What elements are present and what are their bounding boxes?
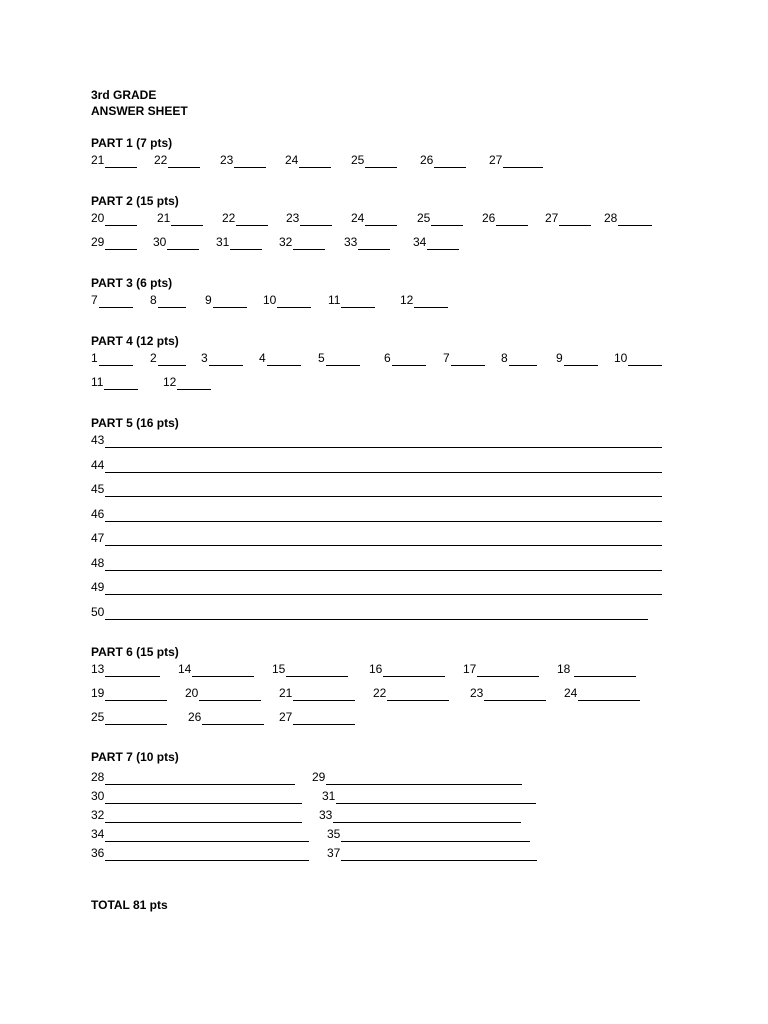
part3-row — [91, 292, 691, 308]
part5-row-48: 48 — [91, 546, 691, 571]
part3-heading: PART 3 (6 pts) — [91, 276, 173, 290]
part4-item-7[interactable]: 7 — [443, 350, 501, 366]
part5-row-47: 47 — [91, 522, 691, 547]
part2-heading: PART 2 (15 pts) — [91, 194, 179, 208]
answer-blank[interactable] — [341, 295, 375, 308]
part4-item-4[interactable]: 4 — [259, 350, 318, 366]
answer-line[interactable] — [105, 435, 662, 448]
answer-blank[interactable] — [509, 353, 537, 366]
answer-blank[interactable] — [105, 155, 137, 168]
answer-line[interactable] — [105, 484, 662, 497]
answer-blank[interactable] — [158, 353, 186, 366]
answer-blank[interactable] — [167, 237, 199, 250]
part3-item-11[interactable]: 11 — [328, 292, 400, 308]
part2-item-22[interactable]: 22 — [222, 210, 286, 226]
part1-item-27[interactable]: 27 — [489, 152, 543, 168]
part1-heading: PART 1 (7 pts) — [91, 136, 173, 150]
answer-blank[interactable] — [105, 237, 137, 250]
part2-item-28[interactable]: 28 — [604, 210, 652, 226]
part2-item-29[interactable]: 29 — [91, 234, 153, 250]
answer-blank[interactable] — [365, 213, 397, 226]
part5-row-49: 49 — [91, 571, 691, 596]
part1-item-24[interactable]: 24 — [285, 152, 351, 168]
part5-row-43: 43 — [91, 432, 691, 448]
part7-item-30[interactable]: 30 — [91, 788, 322, 804]
grade-heading: 3rd GRADE — [91, 88, 157, 102]
answer-blank[interactable] — [477, 664, 539, 677]
part7-item-31[interactable]: 31 — [322, 788, 536, 804]
part6-heading: PART 6 (15 pts) — [91, 644, 179, 659]
part7-item-33[interactable]: 33 — [319, 807, 521, 823]
answer-blank[interactable] — [299, 155, 331, 168]
answer-blank[interactable] — [451, 353, 485, 366]
part6-item-25[interactable]: 25 — [91, 709, 188, 725]
part2-item-20[interactable]: 20 — [91, 210, 157, 226]
answer-blank[interactable] — [387, 688, 449, 701]
answer-blank[interactable] — [209, 353, 243, 366]
answer-blank[interactable] — [564, 353, 598, 366]
answer-blank[interactable] — [99, 353, 133, 366]
answer-blank[interactable] — [105, 712, 167, 725]
part5-row-45: 45 — [91, 473, 691, 498]
part6-item-26[interactable]: 26 — [188, 709, 279, 725]
answer-blank[interactable] — [199, 688, 261, 701]
part1-item-25[interactable]: 25 — [351, 152, 420, 168]
part1-item-22[interactable]: 22 — [154, 152, 220, 168]
part2-item-32[interactable]: 32 — [279, 234, 344, 250]
answer-blank[interactable] — [158, 295, 186, 308]
answer-blank[interactable] — [326, 353, 360, 366]
part7-row-2 — [91, 785, 691, 804]
part4-row-2 — [91, 374, 691, 390]
answer-blank[interactable] — [427, 237, 459, 250]
part4-item-1[interactable]: 1 — [91, 350, 150, 366]
part7-item-35[interactable]: 35 — [327, 826, 530, 842]
part5-row-44: 44 — [91, 448, 691, 473]
answer-blank[interactable] — [503, 155, 543, 168]
answer-blank[interactable] — [286, 664, 348, 677]
part4-item-3[interactable]: 3 — [201, 350, 259, 366]
answer-blank[interactable] — [333, 810, 521, 823]
answer-blank[interactable] — [267, 353, 301, 366]
answer-sheet-heading: ANSWER SHEET — [91, 104, 188, 118]
answer-blank[interactable] — [105, 810, 302, 823]
answer-blank[interactable] — [578, 688, 640, 701]
answer-blank[interactable] — [105, 829, 309, 842]
answer-blank[interactable] — [192, 664, 254, 677]
answer-blank[interactable] — [358, 237, 390, 250]
answer-blank[interactable] — [574, 664, 636, 677]
answer-blank[interactable] — [277, 295, 311, 308]
answer-line[interactable] — [105, 533, 662, 546]
part2-item-27[interactable]: 27 — [545, 210, 604, 226]
part7-heading: PART 7 (10 pts) — [91, 749, 179, 764]
answer-blank[interactable] — [168, 155, 200, 168]
answer-line[interactable] — [105, 460, 662, 473]
answer-blank[interactable] — [105, 848, 309, 861]
answer-blank[interactable] — [300, 213, 332, 226]
answer-line[interactable] — [105, 607, 648, 620]
answer-blank[interactable] — [383, 664, 445, 677]
part3-item-9[interactable]: 9 — [205, 292, 263, 308]
answer-blank[interactable] — [484, 688, 546, 701]
answer-blank[interactable] — [392, 353, 426, 366]
answer-blank[interactable] — [559, 213, 591, 226]
answer-blank[interactable] — [365, 155, 397, 168]
part2-item-26[interactable]: 26 — [482, 210, 545, 226]
part6-item-23[interactable]: 23 — [470, 685, 564, 701]
part2-row-2 — [91, 234, 691, 250]
part4-item-6[interactable]: 6 — [384, 350, 443, 366]
part6-item-24[interactable]: 24 — [564, 685, 640, 701]
part5-row-46: 46 — [91, 497, 691, 522]
answer-blank[interactable] — [414, 295, 448, 308]
answer-blank[interactable] — [326, 772, 522, 785]
part6-item-22[interactable]: 22 — [373, 685, 470, 701]
part7-row-3 — [91, 804, 691, 823]
part6-item-18[interactable]: 18 — [557, 661, 636, 677]
part2-item-33[interactable]: 33 — [344, 234, 413, 250]
answer-blank[interactable] — [104, 377, 138, 390]
answer-blank[interactable] — [341, 848, 537, 861]
part7-item-32[interactable]: 32 — [91, 807, 319, 823]
answer-blank[interactable] — [434, 155, 466, 168]
answer-blank[interactable] — [213, 295, 247, 308]
part6-item-13[interactable]: 13 — [91, 661, 178, 677]
answer-blank[interactable] — [341, 829, 530, 842]
answer-blank[interactable] — [171, 213, 203, 226]
answer-blank[interactable] — [99, 295, 133, 308]
part4-row-1 — [91, 350, 691, 366]
part4-item-10[interactable]: 10 — [614, 350, 662, 366]
part6-row-2 — [91, 685, 691, 701]
part7-item-28[interactable]: 28 — [91, 769, 312, 785]
part2-row-1 — [91, 210, 691, 226]
part2-item-21[interactable]: 21 — [157, 210, 222, 226]
part2-item-30[interactable]: 30 — [153, 234, 216, 250]
answer-line[interactable] — [105, 509, 662, 522]
answer-blank[interactable] — [105, 791, 302, 804]
part4-heading: PART 4 (12 pts) — [91, 334, 179, 348]
total-points: TOTAL 81 pts — [91, 897, 168, 912]
part3-item-7[interactable]: 7 — [91, 292, 150, 308]
answer-blank[interactable] — [618, 213, 652, 226]
part6-item-15[interactable]: 15 — [272, 661, 369, 677]
answer-blank[interactable] — [105, 664, 160, 677]
answer-blank[interactable] — [202, 712, 264, 725]
part6-item-17[interactable]: 17 — [463, 661, 557, 677]
part4-item-11[interactable]: 11 — [91, 374, 163, 390]
part7-item-34[interactable]: 34 — [91, 826, 327, 842]
part2-item-23[interactable]: 23 — [286, 210, 351, 226]
answer-blank[interactable] — [336, 791, 536, 804]
part3-item-8[interactable]: 8 — [150, 292, 205, 308]
answer-blank[interactable] — [105, 688, 167, 701]
part6-row-3 — [91, 709, 691, 725]
part4-item-12[interactable]: 12 — [163, 374, 211, 390]
part2-item-24[interactable]: 24 — [351, 210, 417, 226]
part6-item-21[interactable]: 21 — [279, 685, 373, 701]
part4-item-8[interactable]: 8 — [501, 350, 556, 366]
answer-blank[interactable] — [177, 377, 211, 390]
part6-item-20[interactable]: 20 — [185, 685, 279, 701]
part6-row-1 — [91, 661, 691, 677]
answer-sheet-content — [91, 87, 691, 913]
part6-item-27[interactable]: 27 — [279, 709, 355, 725]
part2-item-31[interactable]: 31 — [216, 234, 279, 250]
part1-item-23[interactable]: 23 — [220, 152, 285, 168]
part7-item-36[interactable]: 36 — [91, 845, 327, 861]
part6-item-14[interactable]: 14 — [178, 661, 272, 677]
part3-item-10[interactable]: 10 — [263, 292, 328, 308]
answer-blank[interactable] — [105, 772, 295, 785]
answer-blank[interactable] — [431, 213, 463, 226]
answer-blank[interactable] — [236, 213, 268, 226]
part1-item-21[interactable]: 21 — [91, 152, 154, 168]
part4-item-9[interactable]: 9 — [556, 350, 614, 366]
answer-blank[interactable] — [293, 688, 355, 701]
answer-blank[interactable] — [230, 237, 262, 250]
part1-row — [91, 152, 691, 168]
part3-item-12[interactable]: 12 — [400, 292, 448, 308]
part7-row-4 — [91, 823, 691, 842]
answer-blank[interactable] — [293, 712, 355, 725]
part7-row-5 — [91, 842, 691, 861]
answer-blank[interactable] — [628, 353, 662, 366]
answer-line[interactable] — [105, 558, 662, 571]
part7-item-29[interactable]: 29 — [312, 769, 522, 785]
part6-item-16[interactable]: 16 — [369, 661, 463, 677]
part5-heading: PART 5 (16 pts) — [91, 416, 179, 430]
answer-blank[interactable] — [105, 213, 137, 226]
answer-blank[interactable] — [293, 237, 325, 250]
part2-item-25[interactable]: 25 — [417, 210, 482, 226]
part2-item-34[interactable]: 34 — [413, 234, 459, 250]
part4-item-5[interactable]: 5 — [318, 350, 384, 366]
answer-blank[interactable] — [234, 155, 266, 168]
part6-item-19[interactable]: 19 — [91, 685, 185, 701]
part5-row-50: 50 — [91, 595, 691, 620]
part1-item-26[interactable]: 26 — [420, 152, 489, 168]
part4-item-2[interactable]: 2 — [150, 350, 201, 366]
part7-item-37[interactable]: 37 — [327, 845, 537, 861]
answer-blank[interactable] — [496, 213, 528, 226]
part7-row-1 — [91, 766, 691, 785]
answer-line[interactable] — [105, 582, 662, 595]
